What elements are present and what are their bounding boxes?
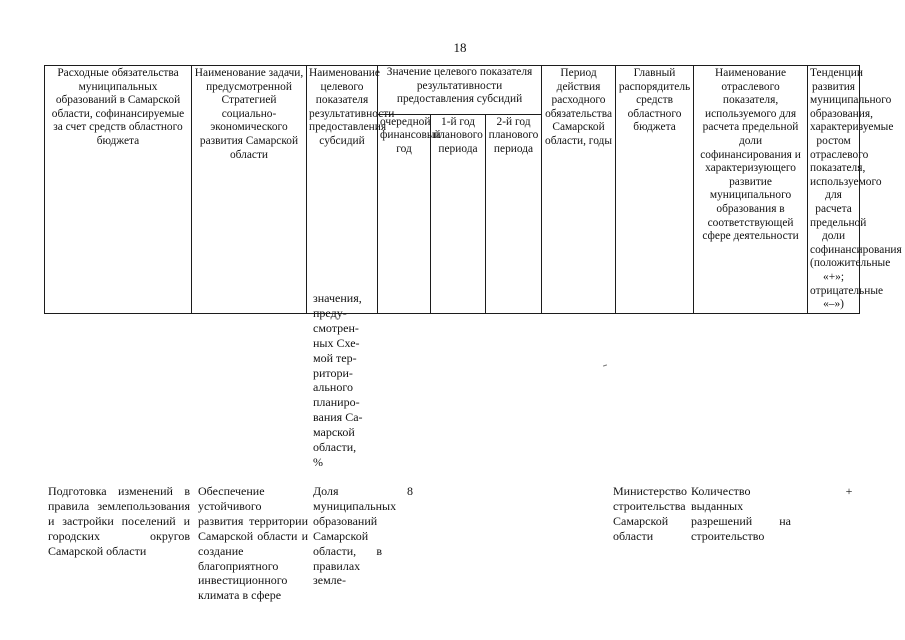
header-indicator: Наименование целевого показателя результативности предоставления субсидий: [307, 66, 378, 314]
header-task: Наименование задачи, предусмотренной Стратегией социально-экономического развития Самарской области: [192, 66, 307, 314]
scan-mark: [603, 364, 607, 366]
header-plan-year-1: 1-й год планового периода: [431, 114, 486, 313]
header-target-value-group: Значение целевого показателя результативности предоставления субсидий: [378, 66, 542, 115]
header-table: [44, 65, 902, 314]
indicator-continuation-text: значения, преду- смотрен- ных Схе- мой тер- ритори- ального планиро- вания Са- марской области, %: [313, 291, 363, 469]
header-plan-year-2: 2-й год планового периода: [486, 114, 542, 313]
row-value: 8: [407, 484, 413, 498]
header-next-fin-year: очередной финансовый год: [378, 114, 431, 313]
row-sector-indicator: Количество выданных разрешений на строительство: [691, 484, 791, 543]
header-chief-admin: Главный распорядитель средств областного бюджета: [616, 66, 694, 314]
header-sector-indicator: Наименование отраслевого показателя, используемого для расчета предельной доли софинансирования и характеризующего развитие муниципального образования в соответствующей сфере деятельности: [694, 66, 808, 314]
row-indicator: Доля муниципальных образований Самарской области, в правилах земле-: [313, 484, 397, 588]
page-number: 18: [453, 40, 467, 55]
header-trend: Тенденции развития муниципального образования, характеризуемые ростом отраслевого показателя, используемого для расчета предельной доли софинансирования (положительные «+»; отрицательные «–»): [808, 66, 860, 314]
row-task: Обеспечение устойчивого развития территории Самарской области и создание благоприятного инвестиционного климата в сфере: [198, 484, 308, 603]
header-obligations: Расходные обязательства муниципальных образований в Самарской области, софинансируемые за счет средств областного бюджета: [45, 66, 192, 314]
row-admin: Министерство строительства Самарской области: [613, 484, 687, 543]
row-trend: +: [845, 484, 853, 498]
row-obligation: Подготовка изменений в правила землепользования и застройки поселений и городских округов Самарской области: [48, 484, 190, 558]
header-period: Период действия расходного обязательства Самарской области, годы: [542, 66, 616, 314]
